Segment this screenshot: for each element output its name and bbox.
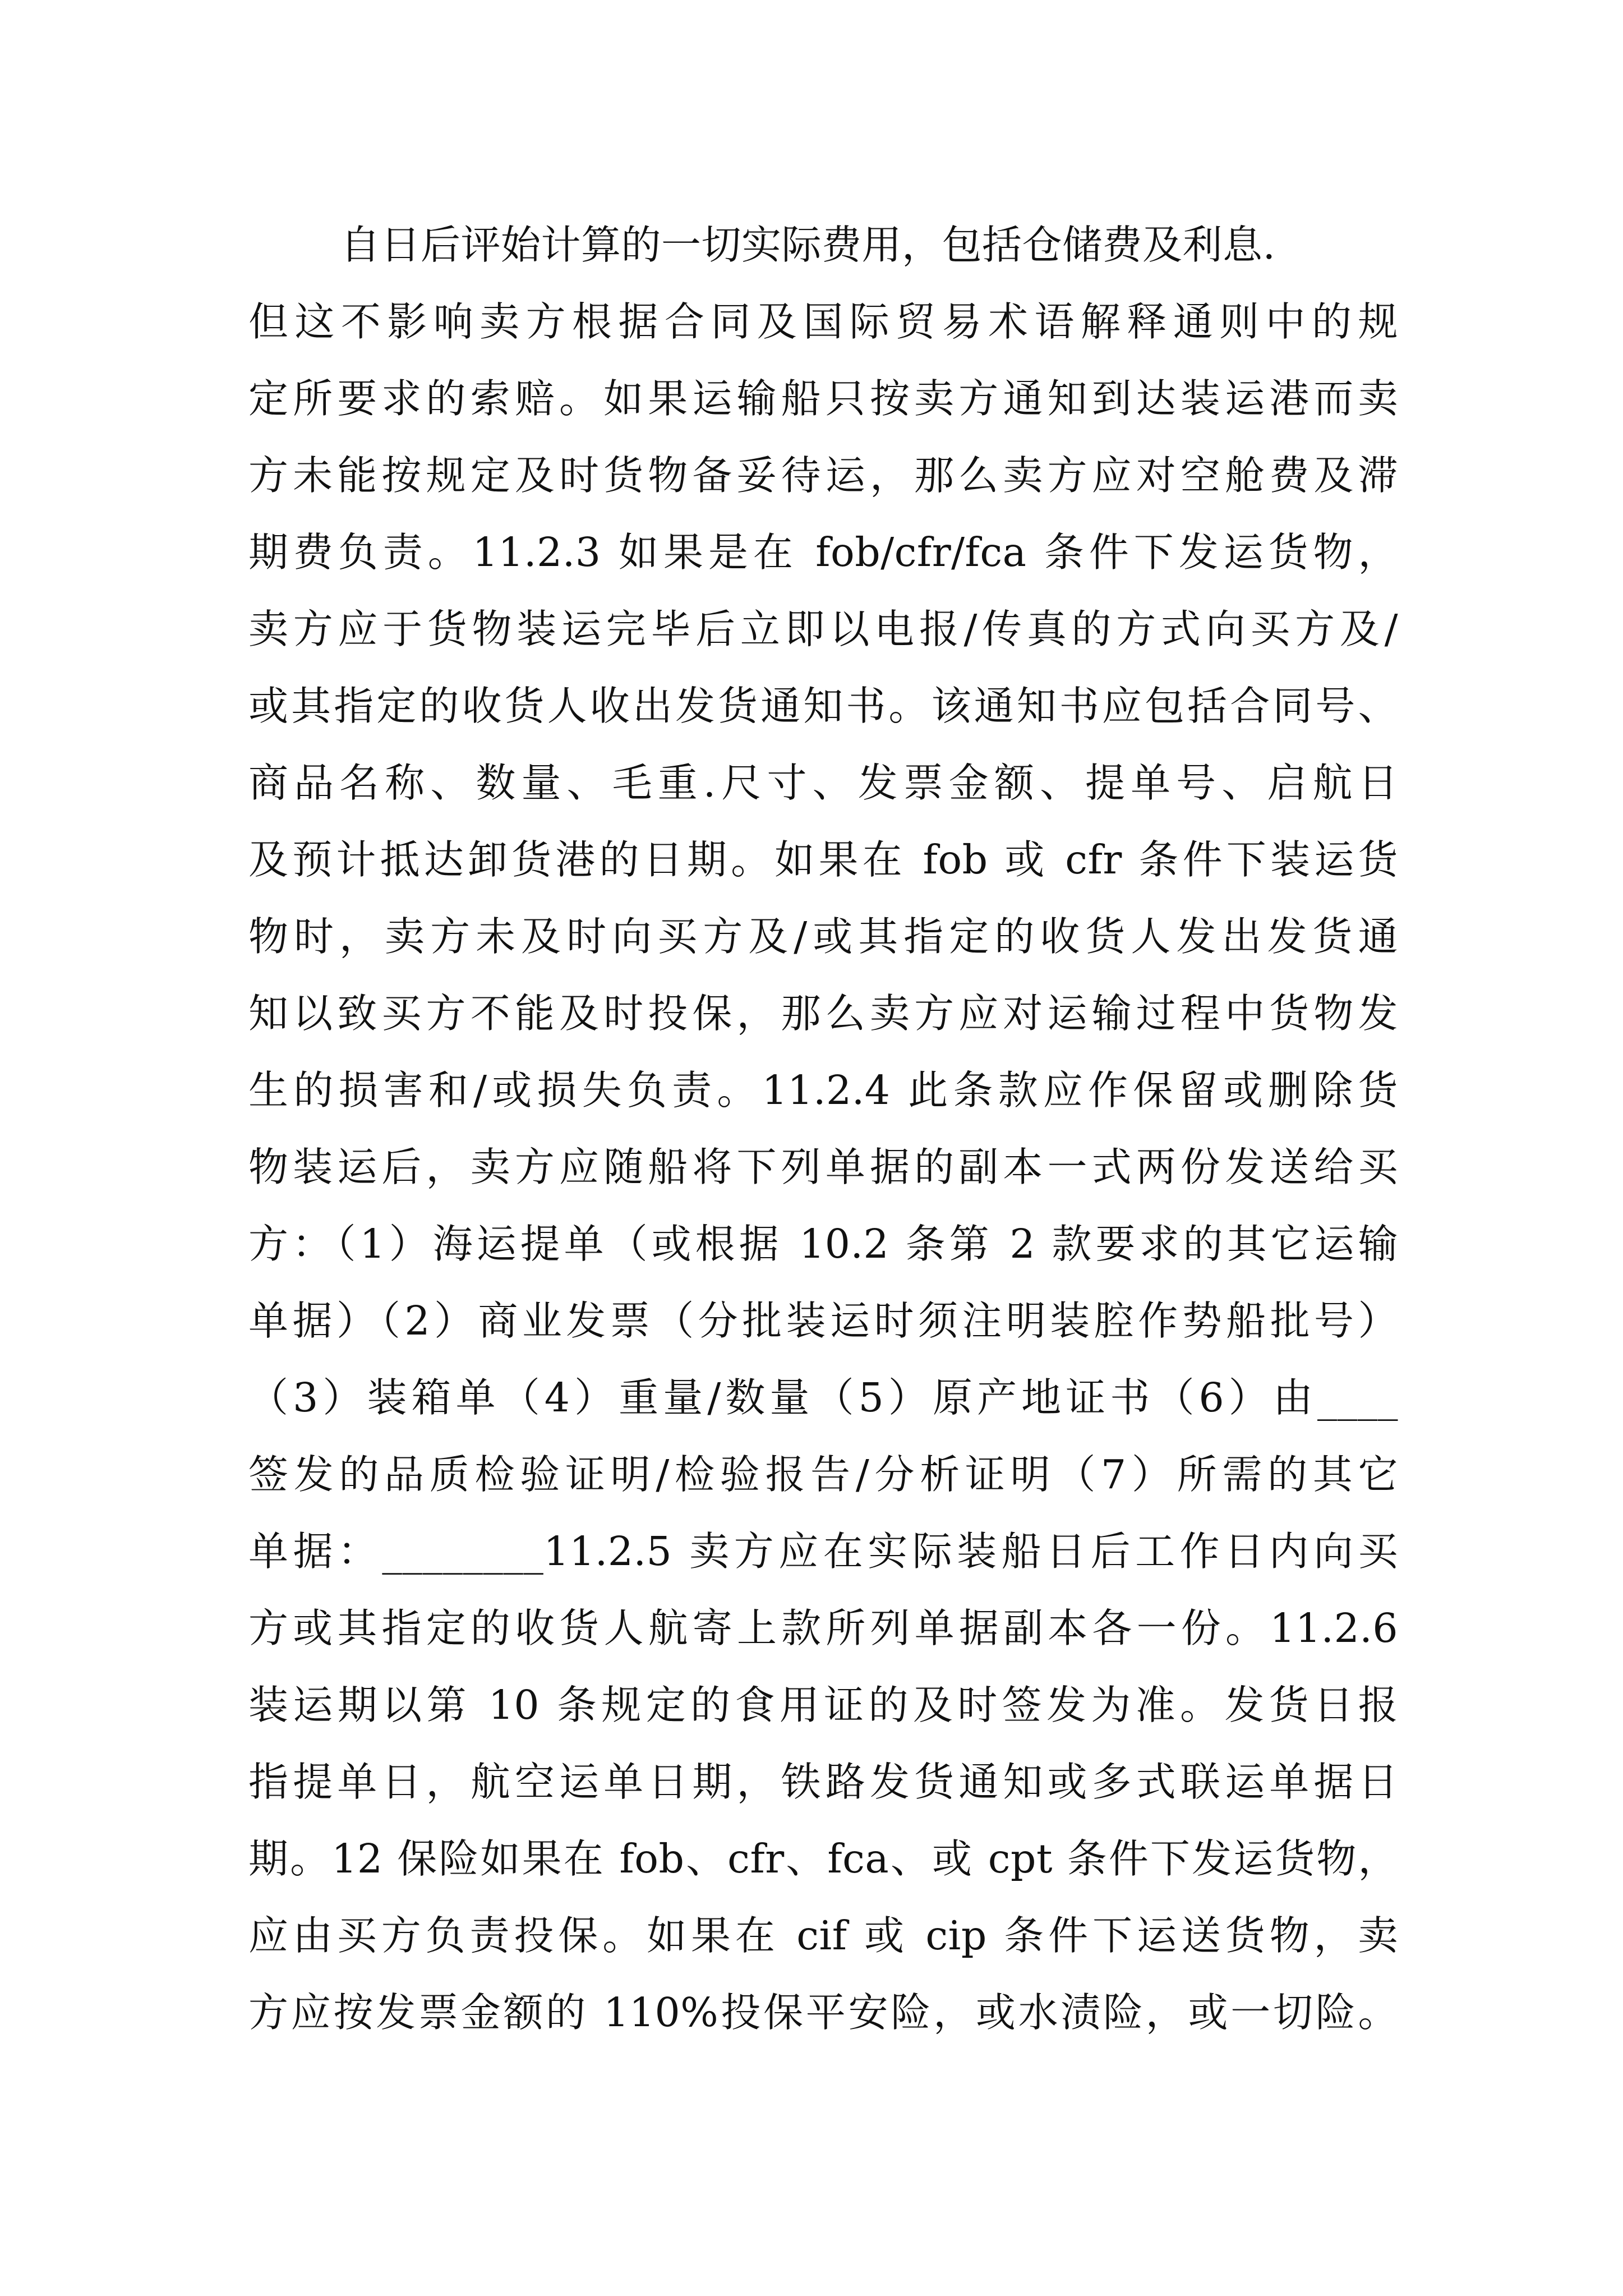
text-line: 生的损害和/或损失负责。11.2.4 此条款应作保留或删除货 bbox=[248, 1067, 1398, 1114]
text-line: 期。12 保险如果在 fob、cfr、fca、或 cpt 条件下发运货物， bbox=[248, 1835, 1398, 1882]
text-line: 指提单日，航空运单日期，铁路发货通知或多式联运单据日 bbox=[248, 1759, 1398, 1805]
text-line: 知以致买方不能及时投保，那么卖方应对运输过程中货物发 bbox=[248, 990, 1398, 1037]
text-line: 定所要求的索赔。如果运输船只按卖方通知到达装运港而卖 bbox=[248, 375, 1398, 422]
body-text bbox=[248, 206, 1398, 2051]
text-line: 装运期以第 10 条规定的食用证的及时签发为准。发货日报 bbox=[248, 1682, 1398, 1728]
text-line: 物装运后，卖方应随船将下列单据的副本一式两份发送给买 bbox=[248, 1144, 1398, 1190]
text-line: 应由买方负责投保。如果在 cif 或 cip 条件下运送货物，卖 bbox=[248, 1912, 1398, 1959]
text-line: 及预计抵达卸货港的日期。如果在 fob 或 cfr 条件下装运货 bbox=[248, 836, 1398, 883]
text-line: 卖方应于货物装运完毕后立即以电报/传真的方式向买方及/ bbox=[248, 606, 1398, 652]
text-line: 单据）（2）商业发票（分批装运时须注明装腔作势船批号） bbox=[248, 1297, 1398, 1344]
text-line: 物时，卖方未及时向买方及/或其指定的收货人发出发货通 bbox=[248, 913, 1398, 960]
text-line: 方未能按规定及时货物备妥待运，那么卖方应对空舱费及滞 bbox=[248, 452, 1398, 499]
text-line: 签发的品质检验证明/检验报告/分析证明（7）所需的其它 bbox=[248, 1451, 1398, 1498]
text-line: 单据：________11.2.5 卖方应在实际装船日后工作日内向买 bbox=[248, 1528, 1398, 1575]
text-line: 方应按发票金额的 110%投保平安险，或水渍险，或一切险。 bbox=[248, 1989, 1398, 2036]
text-line: 但这不影响卖方根据合同及国际贸易术语解释通则中的规 bbox=[248, 298, 1398, 345]
text-line: 方或其指定的收货人航寄上款所列单据副本各一份。11.2.6 bbox=[248, 1605, 1398, 1651]
text-line: 自日后评始计算的一切实际费用，包括仓储费及利息. bbox=[340, 222, 1276, 268]
text-line: （3）装箱单（4）重量/数量（5）原产地证书（6）由____ bbox=[248, 1374, 1398, 1421]
text-line: 期费负责。11.2.3 如果是在 fob/cfr/fca 条件下发运货物， bbox=[248, 529, 1398, 576]
text-line: 商品名称、数量、毛重.尺寸、发票金额、提单号、启航日 bbox=[248, 760, 1398, 806]
text-line: 或其指定的收货人收出发货通知书。该通知书应包括合同号、 bbox=[248, 683, 1398, 729]
text-line: 方：（1）海运提单（或根据 10.2 条第 2 款要求的其它运输 bbox=[248, 1221, 1398, 1267]
